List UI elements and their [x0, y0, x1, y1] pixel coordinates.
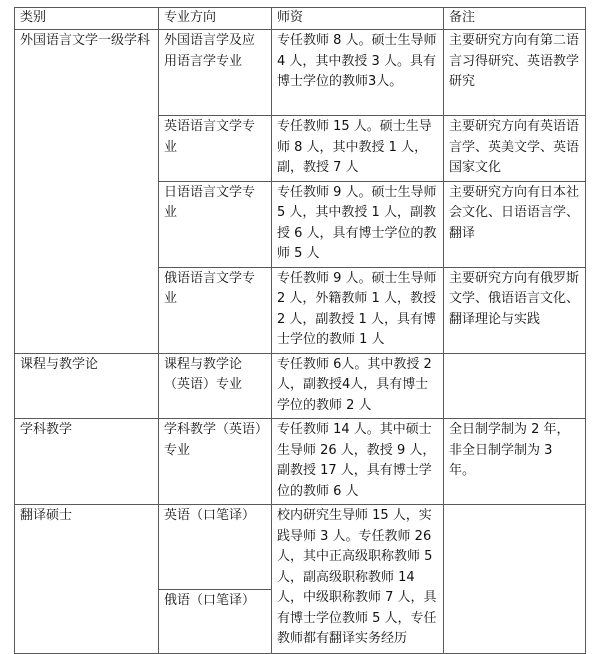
direction-cell: 英语语言文学专业	[159, 116, 272, 182]
direction-cell: 外国语言学及应用语言学专业	[159, 30, 272, 116]
direction-cell: 日语语言文学专业	[159, 181, 272, 267]
header-row	[15, 8, 586, 30]
faculty-cell: 专任教师 9 人。硕士生导师 5 人，其中教授 1 人，副教授 6 人，具有博士学位的教师 5 人	[272, 181, 444, 267]
category-cell: 翻译硕士	[15, 505, 159, 654]
header-faculty: 师资	[272, 8, 444, 30]
faculty-cell: 专任教师 8 人。硕士生导师 4 人，其中教授 3 人。具有博士学位的教师3人。	[272, 30, 444, 116]
note-cell: 主要研究方向有俄罗斯文学、俄语语言文化、翻译理论与实践	[444, 267, 586, 353]
direction-cell: 学科教学（英语）专业	[159, 419, 272, 505]
program-faculty-table	[14, 7, 586, 654]
table-row	[15, 419, 586, 505]
direction-cell: 课程与教学论（英语）专业	[159, 353, 272, 419]
note-cell: 主要研究方向有第二语言习得研究、英语教学研究	[444, 30, 586, 116]
table-row	[15, 353, 586, 419]
faculty-cell: 专任教师 6人。其中教授 2人，副教授4人，具有博士学位的教师 2 人	[272, 353, 444, 419]
faculty-cell: 专任教师 15 人。硕士生导师 8 人，其中教授 1 人，副，教授 7 人	[272, 116, 444, 182]
header-category: 类别	[15, 8, 159, 30]
category-cell: 外国语言文学一级学科	[15, 30, 159, 354]
category-cell: 课程与教学论	[15, 353, 159, 419]
note-cell	[444, 505, 586, 654]
note-cell: 主要研究方向有英语语言学、英美文学、英语国家文化	[444, 116, 586, 182]
table-row	[15, 505, 586, 590]
direction-cell: 俄语（口笔译）	[159, 590, 272, 654]
note-cell	[444, 353, 586, 419]
direction-cell: 俄语语言文学专业	[159, 267, 272, 353]
faculty-cell: 校内研究生导师 15 人，实践导师 3 人。专任教师 26 人，其中正高级职称教师 5 人，副高级职称教师 14 人，中级职称教师 7 人，具有博士学位教师 5 人，专任教师都有翻译实务经历	[272, 505, 444, 654]
faculty-cell: 专任教师 14 人。其中硕士生导师 26 人，教授 9 人，副教授 17 人，具有博士学位的教师 6 人	[272, 419, 444, 505]
faculty-cell: 专任教师 9 人。硕士生导师 2 人，外籍教师 1 人，教授 2 人，副教授 1 人，具有博士学位的教师 1 人	[272, 267, 444, 353]
direction-cell: 英语（口笔译）	[159, 505, 272, 590]
header-note: 备注	[444, 8, 586, 30]
note-cell: 全日制学制为 2 年，非全日制学制为 3 年。	[444, 419, 586, 505]
table-row	[15, 30, 586, 116]
category-cell: 学科教学	[15, 419, 159, 505]
header-direction: 专业方向	[159, 8, 272, 30]
note-cell: 主要研究方向有日本社会文化、日语语言学、翻译	[444, 181, 586, 267]
